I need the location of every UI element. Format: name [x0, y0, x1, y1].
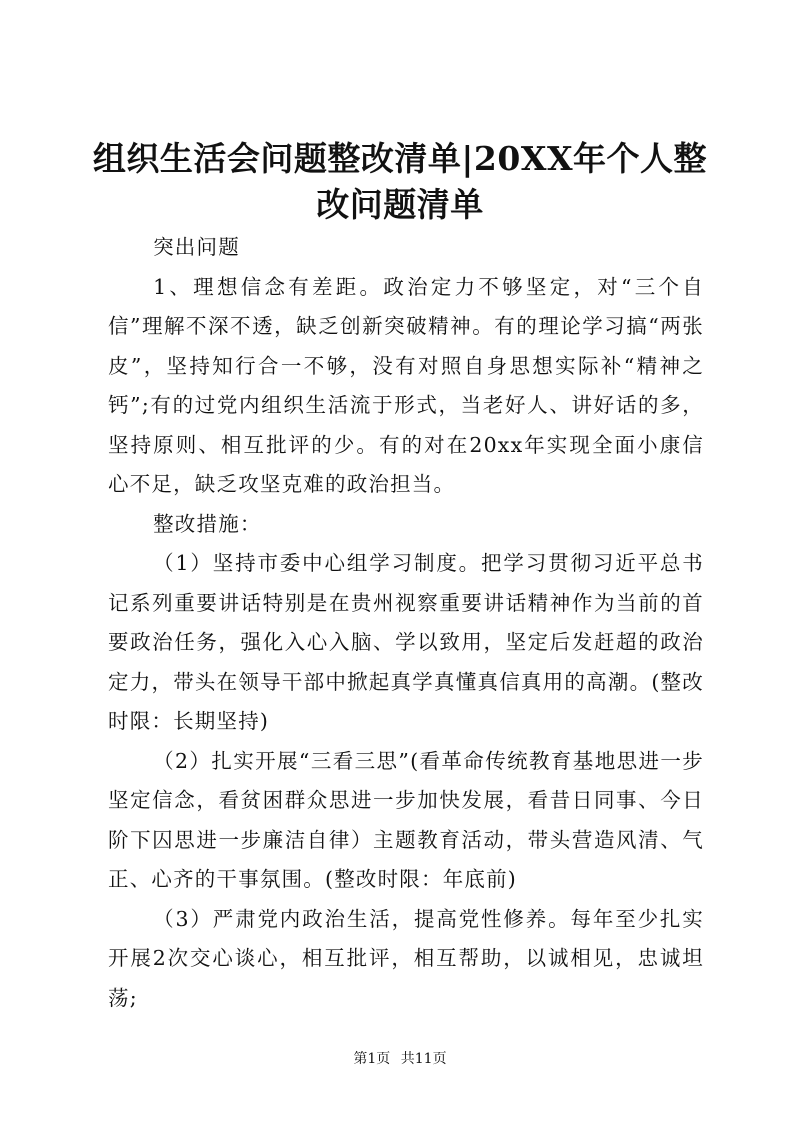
paragraph-section-heading-problems: 突出问题: [153, 235, 240, 259]
total-pages: 共11页: [400, 1051, 447, 1067]
page-number: 第1页: [353, 1051, 391, 1067]
page-footer: [0, 1049, 800, 1069]
paragraph-section-heading-measures: 整改措施：: [153, 511, 262, 536]
paragraph-measure-2: （2）扎实开展“三看三思”(看革命传统教育基地思进一步坚定信念，看贫困群众思进一步加快发展，看昔日同事、今日阶下囚思进一步廉洁自律）主题教育活动，带头营造风清、气正、心齐的干事氛围。(整改时限：年底前): [108, 748, 704, 891]
document-title: 组织生活会问题整改清单|20XX年个人整改问题清单: [92, 139, 708, 224]
document-body: [108, 228, 704, 1018]
paragraph-measure-1: （1）坚持市委中心组学习制度。把学习贯彻习近平总书记系列重要讲话特别是在贵州视察重要讲话精神作为当前的首要政治任务，强化入心入脑、学以致用，坚定后发赶超的政治定力，带头在领导干部中掀起真学真懂真信真用的高潮。(整改时限：长期坚持): [108, 551, 704, 733]
paragraph-measure-3: （3）严肃党内政治生活，提高党性修养。每年至少扎实开展2次交心谈心，相互批评，相互帮助，以诚相见，忠诚坦荡;: [108, 906, 704, 1010]
paragraph-problem-1: 1、理想信念有差距。政治定力不够坚定，对“三个自信”理解不深不透，缺乏创新突破精神。有的理论学习搞“两张皮”，坚持知行合一不够，没有对照自身思想实际补“精神之钙”;有的过党内组织生活流于形式，当老好人、讲好话的多，坚持原则、相互批评的少。有的对在20xx年实现全面小康信心不足，缺乏攻坚克难的政治担当。: [108, 274, 704, 496]
